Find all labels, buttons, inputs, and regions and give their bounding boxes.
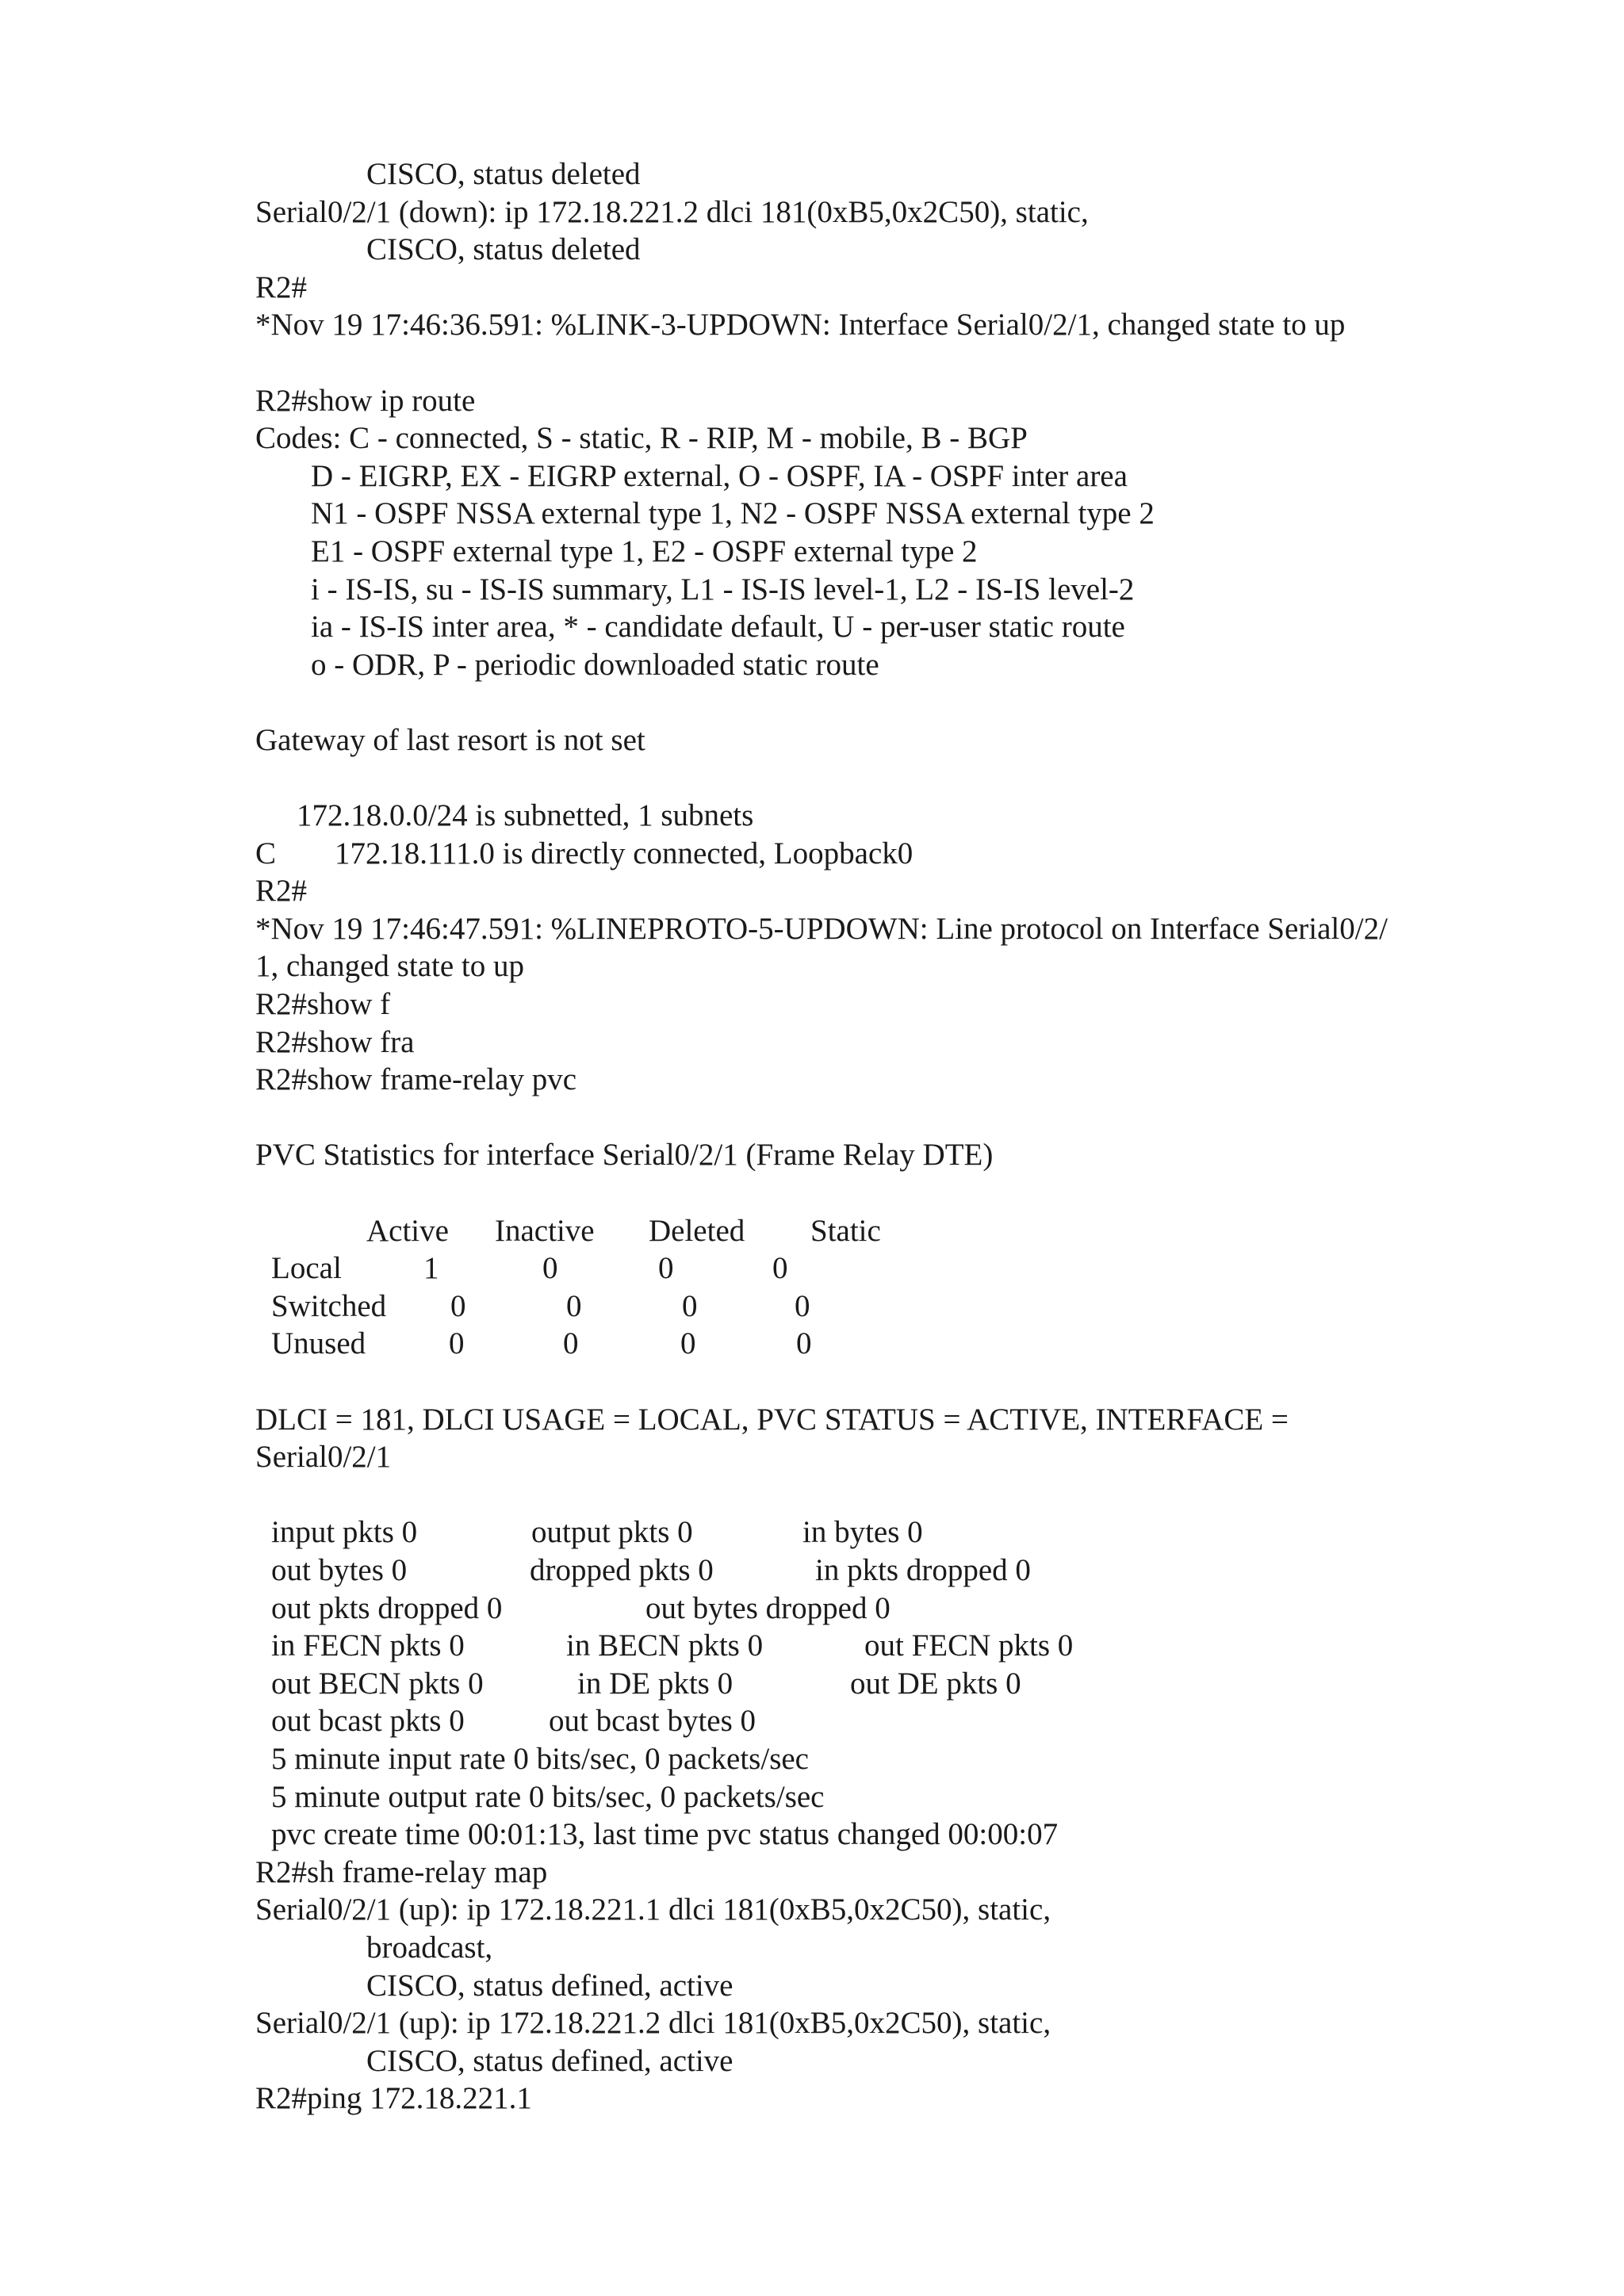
counter-row xyxy=(255,1702,1492,1740)
codes-line: Codes: C - connected, S - static, R - RIP, M - mobile, B - BGP xyxy=(255,421,1028,456)
counter: in pkts dropped 0 xyxy=(815,1552,1031,1587)
cell: 0 xyxy=(658,1251,674,1286)
map-entry: Serial0/2/1 (up): ip 172.18.221.1 dlci 181(0xB5,0x2C50), static, xyxy=(255,1892,1051,1927)
counter: in BECN pkts 0 xyxy=(566,1628,764,1663)
codes-line: D - EIGRP, EX - EIGRP external, O - OSPF, IA - OSPF inter area xyxy=(311,458,1128,493)
counter: out pkts dropped 0 xyxy=(271,1590,503,1625)
counter-row xyxy=(255,1627,1492,1665)
command-line: R2#show fra xyxy=(255,1024,415,1059)
cell: 0 xyxy=(566,1288,582,1323)
create-line: pvc create time 00:01:13, last time pvc status changed 00:00:07 xyxy=(271,1817,1059,1852)
counter-row xyxy=(255,1665,1492,1703)
command-line: R2#show f xyxy=(255,987,391,1022)
text-line: CISCO, status deleted xyxy=(366,157,641,191)
counter: input pkts 0 xyxy=(271,1515,418,1550)
prompt-line: R2# xyxy=(255,874,308,909)
codes-line: E1 - OSPF external type 1, E2 - OSPF external type 2 xyxy=(311,534,978,568)
cell: 0 xyxy=(449,1326,465,1361)
command-line: R2#sh frame-relay map xyxy=(255,1854,548,1889)
command-line: R2#show ip route xyxy=(255,383,476,418)
blank-line xyxy=(255,344,1492,382)
dlci-line: DLCI = 181, DLCI USAGE = LOCAL, PVC STATUS = ACTIVE, INTERFACE = xyxy=(255,1402,1289,1437)
blank-line xyxy=(255,1363,1492,1401)
pvc-table-row xyxy=(255,1325,1492,1363)
pvc-table-row xyxy=(255,1249,1492,1288)
row-label: Unused xyxy=(271,1326,366,1361)
row-label: Switched xyxy=(271,1288,387,1323)
text-line: CISCO, status deleted xyxy=(366,232,641,267)
counter: out bcast pkts 0 xyxy=(271,1704,465,1739)
counter: in FECN pkts 0 xyxy=(271,1628,465,1663)
log-line: *Nov 19 17:46:47.591: %LINEPROTO-5-UPDOWN: Line protocol on Interface Serial0/2/ xyxy=(255,911,1388,946)
cell: 0 xyxy=(450,1288,466,1323)
dlci-line: Serial0/2/1 xyxy=(255,1440,392,1475)
counter: out bytes 0 xyxy=(271,1552,408,1587)
map-entry-detail: CISCO, status defined, active xyxy=(366,2043,733,2078)
cell: 0 xyxy=(772,1251,788,1286)
pvc-title: PVC Statistics for interface Serial0/2/1 (Frame Relay DTE) xyxy=(255,1138,994,1173)
counter-row xyxy=(255,1590,1492,1628)
header-static: Static xyxy=(810,1213,881,1248)
blank-line xyxy=(255,683,1492,721)
route-text: 172.18.111.0 is directly connected, Loopback0 xyxy=(335,836,914,871)
pvc-table-header xyxy=(255,1212,1492,1250)
counter: in DE pkts 0 xyxy=(577,1666,733,1701)
pvc-table-row xyxy=(255,1288,1492,1326)
codes-line: o - ODR, P - periodic downloaded static route xyxy=(311,647,879,682)
cell: 0 xyxy=(563,1326,579,1361)
codes-line: ia - IS-IS inter area, * - candidate default, U - per-user static route xyxy=(311,610,1125,645)
blank-line xyxy=(255,760,1492,798)
map-entry-detail: broadcast, xyxy=(366,1930,493,1965)
rate-line: 5 minute output rate 0 bits/sec, 0 packets/sec xyxy=(271,1779,825,1814)
cell: 0 xyxy=(795,1288,810,1323)
counter: in bytes 0 xyxy=(802,1515,923,1550)
terminal-transcript xyxy=(255,155,1492,2118)
command-line: R2#show frame-relay pvc xyxy=(255,1062,577,1097)
codes-line: N1 - OSPF NSSA external type 1, N2 - OSPF NSSA external type 2 xyxy=(311,496,1155,531)
cell: 0 xyxy=(682,1288,698,1323)
log-line: *Nov 19 17:46:36.591: %LINK-3-UPDOWN: Interface Serial0/2/1, changed state to up xyxy=(255,308,1346,342)
counter-row xyxy=(255,1513,1492,1552)
counter: dropped pkts 0 xyxy=(530,1552,714,1587)
cell: 0 xyxy=(680,1326,696,1361)
counter: out FECN pkts 0 xyxy=(864,1628,1074,1663)
codes-line: i - IS-IS, su - IS-IS summary, L1 - IS-IS level-1, L2 - IS-IS level-2 xyxy=(311,572,1135,607)
command-line: R2#ping 172.18.221.1 xyxy=(255,2081,532,2116)
counter: out BECN pkts 0 xyxy=(271,1666,484,1701)
row-label: Local xyxy=(271,1251,342,1286)
cell: 0 xyxy=(796,1326,812,1361)
counter: out DE pkts 0 xyxy=(850,1666,1021,1701)
counter: output pkts 0 xyxy=(531,1515,693,1550)
prompt-line: R2# xyxy=(255,270,308,304)
subnet-line: 172.18.0.0/24 is subnetted, 1 subnets xyxy=(297,798,754,833)
header-inactive: Inactive xyxy=(495,1213,595,1248)
cell: 1 xyxy=(423,1251,439,1286)
map-entry-detail: CISCO, status defined, active xyxy=(366,1968,733,2003)
rate-line: 5 minute input rate 0 bits/sec, 0 packets/sec xyxy=(271,1741,809,1776)
blank-line xyxy=(255,1099,1492,1137)
map-entry: Serial0/2/1 (up): ip 172.18.221.2 dlci 181(0xB5,0x2C50), static, xyxy=(255,2006,1051,2041)
log-line: 1, changed state to up xyxy=(255,949,524,984)
counter: out bytes dropped 0 xyxy=(645,1590,891,1625)
blank-line xyxy=(255,1476,1492,1514)
counter: out bcast bytes 0 xyxy=(549,1704,756,1739)
cell: 0 xyxy=(542,1251,558,1286)
header-active: Active xyxy=(366,1213,449,1248)
counter-row xyxy=(255,1552,1492,1590)
route-code: C xyxy=(255,836,277,871)
header-deleted: Deleted xyxy=(649,1213,745,1248)
blank-line xyxy=(255,1174,1492,1212)
gateway-line: Gateway of last resort is not set xyxy=(255,722,645,757)
text-line: Serial0/2/1 (down): ip 172.18.221.2 dlci 181(0xB5,0x2C50), static, xyxy=(255,194,1089,229)
route-entry xyxy=(255,835,1492,873)
